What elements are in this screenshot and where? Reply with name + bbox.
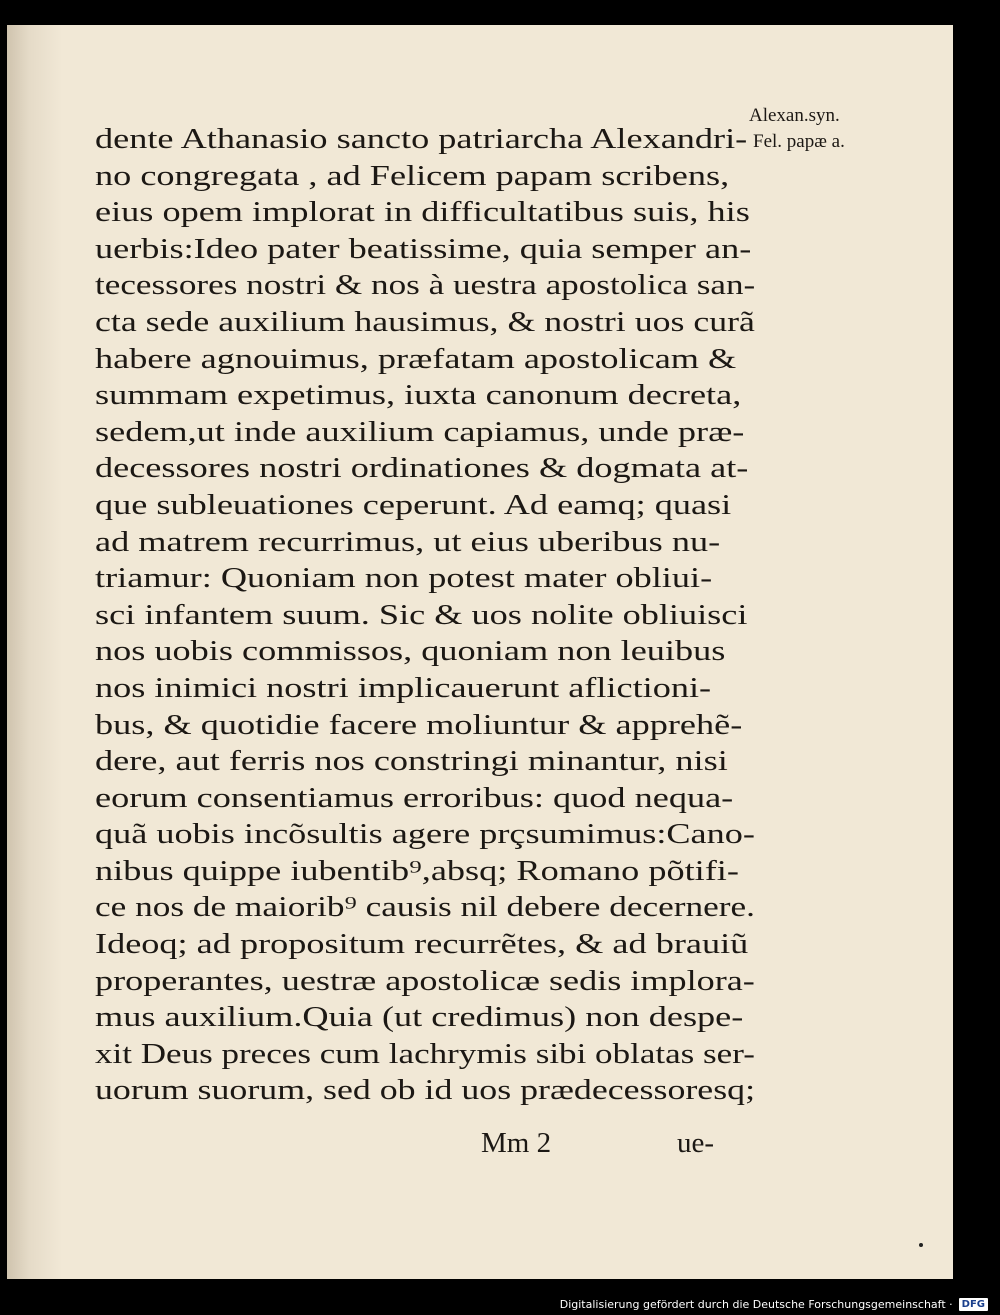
book-page [7,25,953,1279]
text-line-content: eius opem implorat in difficultatibus suis, his [95,196,750,229]
text-line [95,377,755,414]
text-line [95,1036,755,1073]
text-line-content: habere agnouimus, præfatam apostolicam & [95,342,737,375]
text-line [95,267,755,304]
text-line-content: dente Athanasio sancto patriarcha Alexandri- [95,123,748,155]
text-line-content: nibus quippe iubentib⁹,absq; Romano põtifi- [95,854,739,887]
text-line [95,999,755,1036]
text-line [95,633,755,670]
text-line [95,487,755,524]
text-line-content: properantes, uestræ apostolicæ sedis implora- [95,964,755,997]
text-line [95,853,755,890]
text-line [95,158,755,195]
text-line-content: no congregata , ad Felicem papam scribens, [95,159,730,192]
text-line-content: decessores nostri ordinationes & dogmata at- [95,452,749,485]
text-line-content: sci infantem suum. Sic & uos nolite obliuisci [95,598,748,631]
text-line [95,414,755,451]
text-line-content: summam expetimus, iuxta canonum decreta, [95,379,742,412]
text-line [95,560,755,597]
text-line [95,304,755,341]
margin-note-2: Fel. papæ a. [753,131,845,152]
text-line [95,524,755,561]
text-line [95,743,755,780]
text-line-content: sedem,ut inde auxilium capiamus, unde præ- [95,415,745,448]
text-line [95,780,755,817]
text-line [95,889,755,926]
text-line-content: uorum suorum, sed ob id uos prædecessoresq; [95,1074,756,1107]
text-line-content: xit Deus preces cum lachrymis sibi oblatas ser- [95,1037,755,1070]
text-line-content: quã uobis incõsultis agere prçsumimus:Cano- [95,818,755,851]
text-line-content: triamur: Quoniam non potest mater obliui- [95,562,713,595]
text-line-content: bus, & quotidie facere moliuntur & apprehẽ- [95,708,743,741]
text-line-content: que subleuationes ceperunt. Ad eamq; quasi [95,488,732,521]
text-line [95,597,755,634]
text-line [95,231,755,268]
text-line-content: eorum consentiamus erroribus: quod nequa- [95,781,734,814]
catchword: ue- [677,1127,715,1159]
text-line [95,707,755,744]
text-line-content: nos uobis commissos, quoniam non leuibus [95,635,726,668]
ink-speck [919,1243,923,1247]
text-line [95,341,755,378]
signature-mark: Mm 2 [481,1127,552,1159]
text-line [95,121,755,158]
text-line [95,450,755,487]
text-line [95,816,755,853]
text-line-content: ce nos de maiorib⁹ causis nil debere decernere. [95,891,755,924]
body-text [95,121,755,1109]
text-line-content: uerbis:Ideo pater beatissime, quia semper an- [95,232,752,265]
margin-note-1: Alexan.syn. [749,105,840,126]
text-line-content: ad matrem recurrimus, ut eius uberibus nu- [95,525,721,558]
text-line [95,963,755,1000]
text-line-content: Ideoq; ad propositum recurrẽtes, & ad brauiũ [95,928,749,961]
text-line-content: nos inimici nostri implicauerunt aflictioni- [95,671,712,704]
text-line [95,670,755,707]
text-line [95,1072,755,1109]
text-line-content: cta sede auxilium hausimus, & nostri uos curã [95,305,755,338]
text-line-content: dere, aut ferris nos constringi minantur, nisi [95,745,728,778]
footer-credit-text: Digitalisierung gefördert durch die Deutsche Forschungsgemeinschaft · [559,1297,953,1311]
dfg-logo-icon: DFG [959,1298,988,1311]
footer-credit [560,1296,988,1312]
text-line-content: mus auxilium.Quia (ut credimus) non despe- [95,1001,744,1034]
text-line [95,194,755,231]
text-line [95,926,755,963]
text-line-content: tecessores nostri & nos à uestra apostolica san- [95,269,756,302]
